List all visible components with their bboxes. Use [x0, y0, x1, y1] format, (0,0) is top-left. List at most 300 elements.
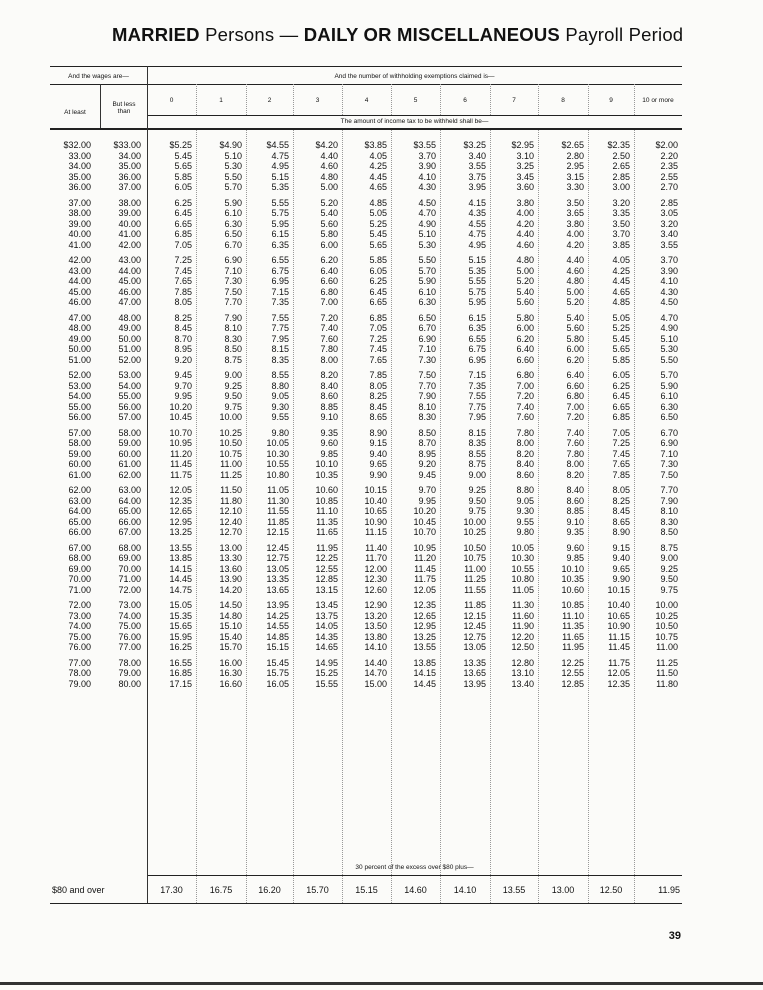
- tax-cell: 8.10: [418, 401, 436, 412]
- wage-less-than-cell: 61.00: [118, 459, 141, 469]
- tax-cell: 6.30: [660, 401, 678, 412]
- tax-cell: 14.45: [169, 574, 192, 584]
- wage-at-least-cell: 71.00: [68, 584, 91, 595]
- exemption-header: 3: [315, 97, 320, 104]
- tax-cell: 8.40: [566, 485, 584, 495]
- tax-cell: 12.70: [219, 527, 242, 537]
- tax-cell: 8.20: [320, 370, 338, 380]
- tax-cell: 5.45: [612, 333, 630, 344]
- tax-cell: 5.00: [516, 265, 534, 276]
- wage-at-least-cell: 41.00: [68, 239, 91, 250]
- tax-cell: 8.00: [516, 438, 534, 448]
- tax-cell: 5.70: [224, 182, 242, 192]
- tax-cell: 4.50: [660, 297, 678, 307]
- tax-cell: 7.80: [320, 344, 338, 354]
- tax-cell: 11.35: [316, 516, 338, 527]
- tax-cell: 6.30: [418, 297, 436, 307]
- tax-cell: 12.90: [364, 600, 387, 610]
- tax-cell: 11.25: [656, 657, 678, 668]
- tax-cell: 4.20: [566, 239, 584, 250]
- tax-cell: 5.40: [320, 208, 338, 218]
- tax-cell: 8.70: [174, 333, 192, 344]
- tax-cell: 6.40: [320, 265, 338, 276]
- over-80-tax-cell: 16.20: [258, 885, 281, 895]
- tax-cell: 5.85: [612, 354, 630, 365]
- tax-cell: 10.30: [511, 553, 534, 563]
- tax-cell: 11.95: [562, 642, 584, 652]
- tax-cell: 7.40: [516, 401, 534, 412]
- tax-cell: 4.45: [369, 171, 387, 182]
- tax-cell: 13.85: [413, 657, 436, 668]
- tax-cell: 11.35: [562, 621, 584, 631]
- tax-cell: 4.20: [516, 218, 534, 229]
- page-title: [112, 24, 692, 46]
- wage-less-than-cell: 66.00: [118, 516, 141, 527]
- tax-cell: 3.70: [660, 255, 678, 265]
- tax-cell: 4.95: [468, 239, 486, 250]
- tax-cell: 5.00: [566, 286, 584, 297]
- over-80-tax-cell: 11.95: [658, 885, 680, 895]
- tax-cell: 11.40: [365, 542, 387, 553]
- withheld-label-rule: [147, 115, 682, 116]
- tax-cell: 8.95: [418, 448, 436, 459]
- wage-less-than-cell: 50.00: [118, 333, 141, 344]
- tax-cell: 2.85: [612, 171, 630, 182]
- tax-cell: 8.00: [566, 459, 584, 469]
- wage-less-than-cell: 41.00: [118, 229, 141, 239]
- tax-cell: 6.40: [566, 370, 584, 380]
- wage-less-than-cell: 54.00: [118, 380, 141, 391]
- tax-cell: 10.20: [413, 506, 436, 516]
- tax-cell: 6.25: [612, 380, 630, 391]
- tax-cell: 12.00: [364, 563, 387, 574]
- tax-cell: 11.30: [512, 600, 534, 610]
- tax-cell: 8.50: [224, 344, 242, 354]
- tax-cell: 7.60: [566, 438, 584, 448]
- tax-cell: 7.35: [271, 297, 289, 307]
- tax-cell: 8.25: [174, 312, 192, 323]
- tax-cell: 11.70: [365, 553, 387, 563]
- wage-at-least-cell: 59.00: [68, 448, 91, 459]
- tax-cell: 16.30: [219, 668, 242, 678]
- tax-cell: 6.10: [660, 391, 678, 401]
- tax-cell: 12.95: [169, 516, 192, 527]
- tax-cell: 13.40: [511, 678, 534, 689]
- tax-cell: 8.45: [612, 506, 630, 516]
- tax-cell: 8.00: [320, 354, 338, 365]
- tax-cell: 3.80: [516, 197, 534, 208]
- tax-cell: 13.25: [169, 527, 192, 537]
- tax-cell: 10.45: [169, 412, 192, 422]
- tax-cell: 6.35: [468, 323, 486, 333]
- tax-cell: 9.20: [418, 459, 436, 469]
- tax-cell: 12.10: [219, 506, 242, 516]
- wage-less-than-cell: 73.00: [118, 600, 141, 610]
- tax-cell: 9.85: [566, 553, 584, 563]
- wage-less-than-cell: 62.00: [118, 469, 141, 480]
- tax-cell: 11.95: [316, 542, 338, 553]
- tax-cell: 9.10: [320, 412, 338, 422]
- tax-cell: 13.15: [315, 584, 338, 595]
- tax-cell: 14.35: [315, 631, 338, 642]
- tax-cell: 4.05: [369, 150, 387, 161]
- tax-cell: 4.60: [516, 239, 534, 250]
- tax-cell: 4.45: [612, 276, 630, 286]
- tax-cell: 11.80: [656, 678, 678, 689]
- tax-cell: 5.95: [271, 218, 289, 229]
- tax-cell: 8.25: [369, 391, 387, 401]
- tax-cell: 10.40: [607, 600, 630, 610]
- tax-cell: 8.80: [271, 380, 289, 391]
- tax-cell: 3.35: [612, 208, 630, 218]
- tax-cell: 12.30: [364, 574, 387, 584]
- wage-less-than-cell: 40.00: [118, 218, 141, 229]
- tax-cell: 9.10: [566, 516, 584, 527]
- tax-cell: 3.50: [566, 197, 584, 208]
- wage-at-least-cell: 57.00: [68, 427, 91, 438]
- wage-at-least-cell: 72.00: [68, 600, 91, 610]
- tax-cell: 5.55: [271, 197, 289, 208]
- wage-less-than-cell: 69.00: [118, 553, 141, 563]
- tax-cell: 5.85: [369, 255, 387, 265]
- wage-less-than-cell: 58.00: [118, 427, 141, 438]
- wage-less-than-cell: 55.00: [118, 391, 141, 401]
- tax-cell: 11.25: [464, 574, 486, 584]
- page-bottom-rule: [0, 982, 763, 985]
- tax-cell: 12.80: [511, 657, 534, 668]
- tax-cell: 9.75: [224, 401, 242, 412]
- tax-cell: 7.45: [369, 344, 387, 354]
- tax-cell: 8.85: [566, 506, 584, 516]
- tax-cell: 10.80: [511, 574, 534, 584]
- tax-cell: 4.70: [418, 208, 436, 218]
- tax-cell: 3.45: [516, 171, 534, 182]
- tax-cell: 10.35: [315, 469, 338, 480]
- tax-cell: 9.00: [224, 370, 242, 380]
- wage-at-least-cell: 47.00: [68, 312, 91, 323]
- tax-cell: 7.10: [418, 344, 436, 354]
- tax-cell: 5.15: [468, 255, 486, 265]
- tax-cell: 15.65: [169, 621, 192, 631]
- tax-cell: 15.45: [266, 657, 289, 668]
- tax-cell: 13.95: [463, 678, 486, 689]
- tax-cell: 11.50: [656, 668, 678, 678]
- tax-cell: 7.10: [660, 448, 678, 459]
- tax-cell: 9.90: [612, 574, 630, 584]
- tax-cell: 7.60: [320, 333, 338, 344]
- tax-cell: 7.15: [468, 370, 486, 380]
- tax-cell: 3.55: [660, 239, 678, 250]
- wage-at-least-cell: 70.00: [68, 574, 91, 584]
- exemption-header: 2: [267, 97, 272, 104]
- tax-cell: 7.45: [174, 265, 192, 276]
- tax-cell: 12.35: [413, 600, 436, 610]
- tax-cell: 11.00: [220, 459, 242, 469]
- tax-cell: 14.05: [315, 621, 338, 631]
- tax-cell: 5.40: [566, 312, 584, 323]
- tax-cell: 3.40: [660, 229, 678, 239]
- tax-cell: 6.05: [369, 265, 387, 276]
- tax-cell: 11.65: [316, 527, 338, 537]
- tax-cell: 14.25: [266, 610, 289, 621]
- tax-cell: 5.80: [566, 333, 584, 344]
- tax-cell: 10.85: [315, 495, 338, 506]
- tax-cell: 6.90: [660, 438, 678, 448]
- tax-cell: 6.50: [418, 312, 436, 323]
- tax-cell: 9.00: [660, 553, 678, 563]
- withheld-header: The amount of income tax to be withheld shall be—: [340, 118, 489, 125]
- tax-cell: 10.25: [463, 527, 486, 537]
- tax-cell: 14.10: [364, 642, 387, 652]
- tax-cell: 13.75: [315, 610, 338, 621]
- tax-cell: 5.30: [418, 239, 436, 250]
- tax-cell: 11.55: [464, 584, 486, 595]
- tax-cell: 6.35: [271, 239, 289, 250]
- tax-cell: 2.95: [566, 161, 584, 171]
- tax-cell: 7.65: [174, 276, 192, 286]
- wage-at-least-cell: 35.00: [68, 171, 91, 182]
- tax-cell: 10.00: [655, 600, 678, 610]
- tax-cell: $4.55: [266, 140, 289, 150]
- tax-cell: 4.60: [566, 265, 584, 276]
- tax-cell: 5.45: [174, 150, 192, 161]
- tax-cell: 9.45: [418, 469, 436, 480]
- tax-cell: 6.70: [418, 323, 436, 333]
- tax-cell: 11.75: [608, 657, 630, 668]
- tax-cell: 5.80: [320, 229, 338, 239]
- tax-cell: 3.60: [516, 182, 534, 192]
- tax-cell: 4.30: [660, 286, 678, 297]
- tax-cell: 7.95: [271, 333, 289, 344]
- tax-cell: 13.10: [511, 668, 534, 678]
- tax-cell: 4.15: [468, 197, 486, 208]
- tax-cell: 10.85: [561, 600, 584, 610]
- tax-cell: 6.85: [174, 229, 192, 239]
- exemption-header: 1: [219, 97, 223, 104]
- tax-cell: 3.65: [566, 208, 584, 218]
- tax-cell: 14.40: [364, 657, 387, 668]
- tax-cell: 10.15: [364, 485, 387, 495]
- tax-cell: 7.05: [612, 427, 630, 438]
- tax-cell: 4.55: [468, 218, 486, 229]
- tax-cell: 8.80: [516, 485, 534, 495]
- tax-cell: 8.35: [271, 354, 289, 365]
- tax-cell: 5.45: [369, 229, 387, 239]
- tax-cell: 8.55: [468, 448, 486, 459]
- tax-cell: 9.65: [612, 563, 630, 574]
- tax-cell: 6.60: [516, 354, 534, 365]
- tax-cell: 5.90: [660, 380, 678, 391]
- wage-at-least-cell: 67.00: [68, 542, 91, 553]
- wage-less-than-cell: 51.00: [118, 344, 141, 354]
- tax-cell: 8.30: [660, 516, 678, 527]
- wage-less-than-cell: 80.00: [118, 678, 141, 689]
- wage-at-least-cell: 40.00: [68, 229, 91, 239]
- tax-cell: 4.90: [660, 323, 678, 333]
- wage-at-least-cell: 39.00: [68, 218, 91, 229]
- wage-at-least-cell: 48.00: [68, 323, 91, 333]
- tax-cell: 3.70: [612, 229, 630, 239]
- tax-cell: 8.10: [224, 323, 242, 333]
- wage-less-than-cell: 37.00: [118, 182, 141, 192]
- tax-cell: 8.20: [516, 448, 534, 459]
- tax-cell: 3.15: [566, 171, 584, 182]
- tax-cell: 10.25: [655, 610, 678, 621]
- tax-cell: 5.30: [224, 161, 242, 171]
- tax-cell: 6.85: [369, 312, 387, 323]
- wage-less-than-cell: 46.00: [118, 286, 141, 297]
- tax-cell: 13.85: [169, 553, 192, 563]
- tax-cell: 7.80: [516, 427, 534, 438]
- tax-cell: 5.10: [224, 150, 242, 161]
- tax-cell: 11.15: [608, 631, 630, 642]
- tax-cell: 16.25: [169, 642, 192, 652]
- tax-cell: 7.65: [369, 354, 387, 365]
- tax-cell: 9.95: [418, 495, 436, 506]
- tax-cell: 3.90: [418, 161, 436, 171]
- tax-cell: $2.95: [511, 140, 534, 150]
- wage-at-least-cell: 36.00: [68, 182, 91, 192]
- tax-cell: 4.00: [516, 208, 534, 218]
- tax-cell: 6.10: [224, 208, 242, 218]
- tax-cell: 7.20: [320, 312, 338, 323]
- tax-cell: 9.60: [320, 438, 338, 448]
- tax-cell: 8.50: [660, 527, 678, 537]
- tax-cell: 9.50: [468, 495, 486, 506]
- tax-cell: 4.60: [320, 161, 338, 171]
- tax-cell: 7.15: [271, 286, 289, 297]
- tax-cell: 6.60: [566, 380, 584, 391]
- tax-cell: 13.45: [315, 600, 338, 610]
- excess-label-rule: [147, 875, 682, 876]
- tax-cell: 11.60: [512, 610, 534, 621]
- tax-cell: 4.05: [612, 255, 630, 265]
- tax-cell: 5.85: [174, 171, 192, 182]
- tax-cell: 6.70: [224, 239, 242, 250]
- tax-cell: 11.80: [220, 495, 242, 506]
- tax-cell: $4.90: [219, 140, 242, 150]
- tax-cell: 13.25: [413, 631, 436, 642]
- tax-cell: 6.30: [224, 218, 242, 229]
- tax-cell: 6.70: [660, 427, 678, 438]
- tax-cell: 10.90: [364, 516, 387, 527]
- wage-at-least-cell: 46.00: [68, 297, 91, 307]
- wage-at-least-cell: 75.00: [68, 631, 91, 642]
- tax-cell: 12.05: [607, 668, 630, 678]
- tax-cell: 11.00: [656, 642, 678, 652]
- wage-less-than-cell: 38.00: [118, 197, 141, 208]
- tax-cell: 10.65: [364, 506, 387, 516]
- tax-cell: 16.55: [169, 657, 192, 668]
- tax-cell: 4.10: [660, 276, 678, 286]
- tax-cell: 8.65: [369, 412, 387, 422]
- tax-cell: 4.30: [418, 182, 436, 192]
- tax-cell: 14.20: [219, 584, 242, 595]
- over-80-tax-cell: 12.50: [599, 885, 623, 895]
- tax-cell: 3.20: [612, 197, 630, 208]
- wage-at-least-cell: 78.00: [68, 668, 91, 678]
- wage-less-than-cell: 68.00: [118, 542, 141, 553]
- tax-cell: 5.55: [468, 276, 486, 286]
- tax-cell: 10.10: [561, 563, 584, 574]
- tax-cell: $2.35: [607, 140, 630, 150]
- tax-cell: 13.65: [266, 584, 289, 595]
- tax-cell: 10.05: [511, 542, 534, 553]
- tax-cell: 10.90: [607, 621, 630, 631]
- over-80-tax-cell: 13.00: [551, 885, 575, 895]
- tax-cell: 8.85: [320, 401, 338, 412]
- tax-cell: 4.35: [468, 208, 486, 218]
- tax-cell: 8.30: [224, 333, 242, 344]
- wage-at-least-cell: 61.00: [68, 469, 91, 480]
- tax-cell: 5.60: [516, 297, 534, 307]
- tax-cell: 14.65: [315, 642, 338, 652]
- tax-cell: 7.50: [418, 370, 436, 380]
- tax-cell: 7.95: [468, 412, 486, 422]
- tax-cell: 2.20: [660, 150, 678, 161]
- tax-cell: 4.40: [320, 150, 338, 161]
- tax-cell: 14.50: [219, 600, 242, 610]
- tax-cell: 12.60: [364, 584, 387, 595]
- tax-cell: 14.75: [169, 584, 192, 595]
- tax-cell: 7.65: [612, 459, 630, 469]
- tax-cell: 11.85: [267, 516, 289, 527]
- tax-cell: 6.45: [612, 391, 630, 401]
- tax-cell: 2.70: [660, 182, 678, 192]
- tax-cell: 13.05: [266, 563, 289, 574]
- tax-cell: 6.25: [174, 197, 192, 208]
- tax-cell: 8.95: [174, 344, 192, 354]
- tax-cell: 11.45: [608, 642, 630, 652]
- wage-at-least-cell: 37.00: [68, 197, 91, 208]
- tax-cell: 5.75: [468, 286, 486, 297]
- tax-cell: 12.65: [169, 506, 192, 516]
- tax-cell: 8.60: [320, 391, 338, 401]
- tax-cell: 5.35: [271, 182, 289, 192]
- tax-cell: 13.90: [219, 574, 242, 584]
- tax-cell: 17.15: [169, 678, 192, 689]
- tax-cell: 3.30: [566, 182, 584, 192]
- tax-cell: 6.50: [660, 412, 678, 422]
- tax-cell: 4.75: [468, 229, 486, 239]
- tax-cell: 4.90: [418, 218, 436, 229]
- tax-cell: 3.80: [566, 218, 584, 229]
- tax-cell: 11.90: [512, 621, 534, 631]
- tax-cell: 5.20: [566, 297, 584, 307]
- tax-cell: 7.75: [271, 323, 289, 333]
- wages-divider: [100, 84, 101, 128]
- tax-cell: 16.05: [266, 678, 289, 689]
- tax-cell: 7.75: [468, 401, 486, 412]
- tax-cell: 10.70: [413, 527, 436, 537]
- tax-cell: 3.70: [418, 150, 436, 161]
- wage-less-than-cell: 67.00: [118, 527, 141, 537]
- tax-cell: 6.90: [224, 255, 242, 265]
- tax-cell: 4.80: [516, 255, 534, 265]
- tax-cell: 12.75: [266, 553, 289, 563]
- tax-cell: 9.20: [174, 354, 192, 365]
- tax-cell: 9.75: [468, 506, 486, 516]
- tax-cell: 14.15: [169, 563, 192, 574]
- tax-cell: 9.15: [612, 542, 630, 553]
- tax-cell: 13.65: [463, 668, 486, 678]
- tax-cell: 9.45: [174, 370, 192, 380]
- tax-cell: 3.75: [468, 171, 486, 182]
- tax-cell: 7.85: [174, 286, 192, 297]
- tax-cell: 15.05: [169, 600, 192, 610]
- tax-cell: 3.10: [516, 150, 534, 161]
- tax-cell: 9.25: [224, 380, 242, 391]
